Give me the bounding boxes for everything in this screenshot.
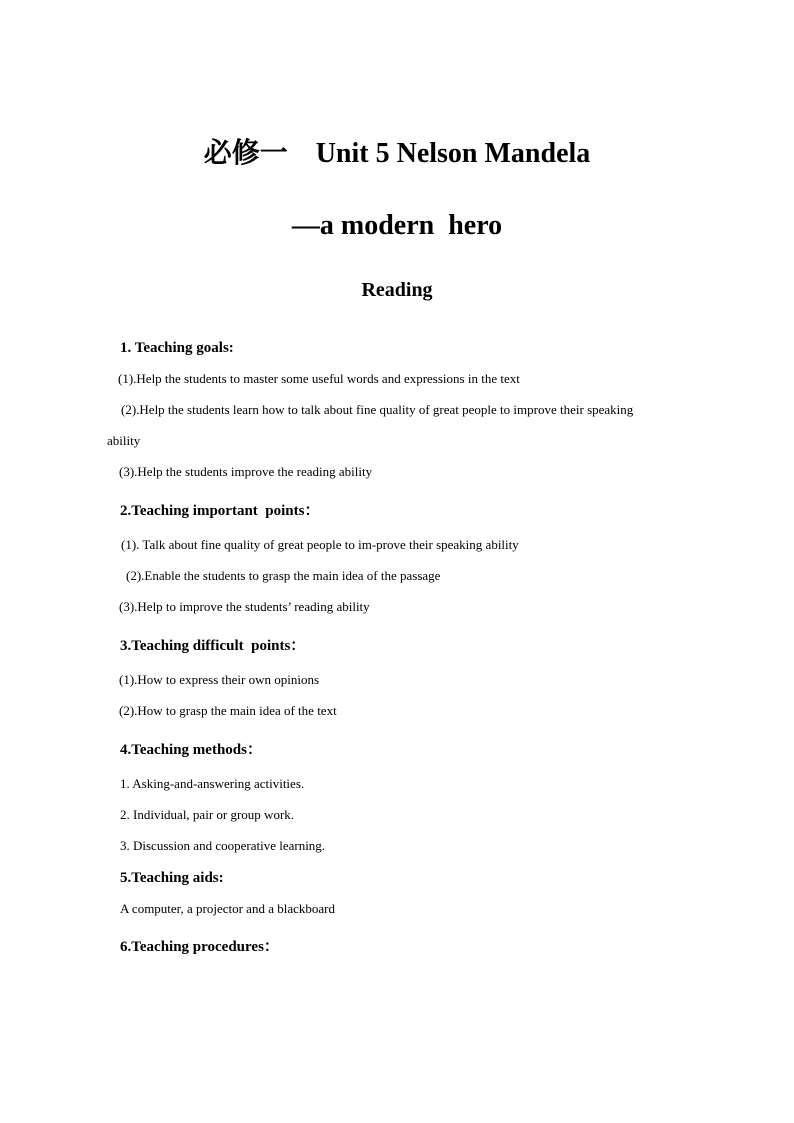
document-subtitle: Reading — [361, 279, 433, 301]
teaching-method-item: 2. Individual, pair or group work. — [120, 807, 295, 822]
difficult-point-item: (2).How to grasp the main idea of the text — [119, 703, 337, 718]
important-point-item: (1). Talk about fine quality of great people to im-prove their speaking ability — [121, 537, 519, 552]
section-heading-teaching-methods: 4.Teaching methods： — [120, 742, 262, 758]
section-heading-teaching-aids: 5.Teaching aids: — [120, 870, 224, 886]
teaching-aid-item: A computer, a projector and a blackboard — [120, 901, 335, 916]
teaching-method-item: 1. Asking-and-answering activities. — [120, 776, 305, 791]
teaching-goal-item: (2).Help the students learn how to talk about fine quality of great people to improve their speaking — [121, 402, 634, 417]
teaching-goal-item: (1).Help the students to master some useful words and expressions in the text — [118, 371, 520, 386]
document-title: 必修一 Unit 5 Nelson Mandela — [203, 138, 591, 169]
teaching-goal-item: (3).Help the students improve the reading ability — [119, 464, 373, 479]
teaching-goal-item-continuation: ability — [107, 433, 141, 448]
section-heading-teaching-procedures: 6.Teaching procedures： — [120, 939, 279, 955]
important-point-item: (2).Enable the students to grasp the main idea of the passage — [126, 568, 441, 583]
teaching-method-item: 3. Discussion and cooperative learning. — [120, 838, 326, 853]
difficult-point-item: (1).How to express their own opinions — [119, 672, 320, 687]
important-point-item: (3).Help to improve the students’ reading ability — [119, 599, 370, 614]
section-heading-teaching-goals: 1. Teaching goals: — [120, 340, 234, 356]
section-heading-important-points: 2.Teaching important points： — [120, 503, 320, 519]
section-heading-difficult-points: 3.Teaching difficult points： — [120, 638, 306, 654]
document-title-subline: —a modern hero — [291, 210, 503, 241]
